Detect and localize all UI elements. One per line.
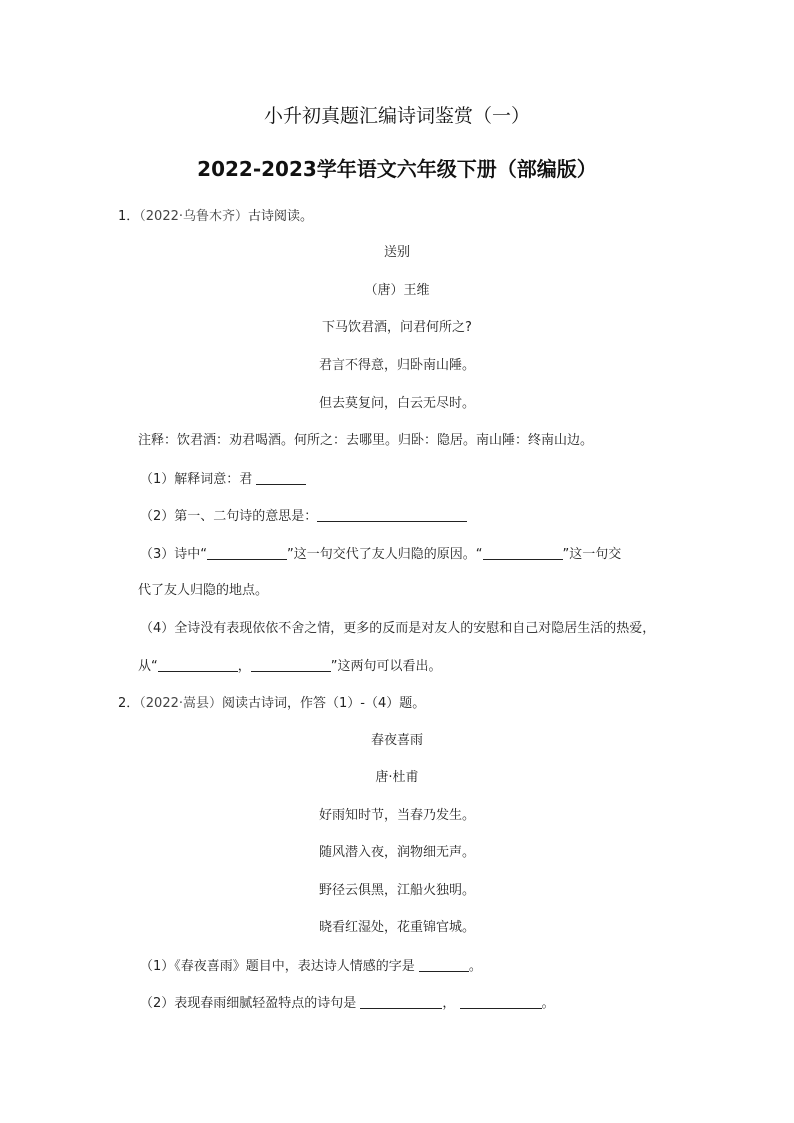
poem-line: 随风潜入夜，润物细无声。 [318, 845, 475, 860]
subquestion-text: 从“ [138, 659, 158, 674]
question-source: （2022·嵩县） [139, 696, 222, 711]
answer-blank[interactable] [158, 657, 238, 672]
q1-subquestion-2 [140, 507, 467, 526]
q2-subquestion-1 [140, 957, 482, 976]
question-2-heading [118, 695, 425, 713]
question-1-heading [118, 208, 313, 226]
poem-author: 唐·杜甫 [375, 770, 419, 785]
answer-blank[interactable] [317, 507, 467, 522]
document-subtitle: 2022-2023学年语文六年级下册（部编版） [197, 157, 597, 181]
poem-title: 送别 [383, 245, 410, 260]
poem-line: 但去莫复问，白云无尽时。 [318, 396, 475, 411]
question-prompt: 古诗阅读。 [248, 209, 314, 224]
answer-blank[interactable] [460, 994, 542, 1009]
answer-blank[interactable] [256, 470, 306, 485]
question-number: 1． [118, 209, 140, 224]
poem-annotation: 注释：饮君酒：劝君喝酒。何所之：去哪里。归卧：隐居。南山陲：终南山边。 [138, 433, 594, 448]
document-title: 小升初真题汇编诗词鉴赏（一） [263, 105, 530, 127]
subquestion-text: ”这一句交 [562, 547, 622, 562]
subquestion-text: ， [237, 659, 251, 674]
answer-blank[interactable] [207, 545, 287, 560]
question-prompt: 阅读古诗词，作答（1）-（4）题。 [222, 696, 426, 711]
answer-blank[interactable] [419, 957, 469, 972]
question-source: （2022·乌鲁木齐） [139, 209, 248, 224]
q1-subquestion-4-continued [138, 657, 442, 676]
answer-blank[interactable] [360, 994, 442, 1009]
q1-subquestion-3-continued: 代了友人归隐的地点。 [138, 583, 269, 598]
q2-subquestion-2 [140, 994, 555, 1013]
poem-line: 君言不得意，归卧南山陲。 [318, 358, 475, 373]
subquestion-text: （1）《春夜喜雨》题目中，表达诗人情感的字是 [140, 959, 415, 974]
q1-subquestion-4: （4）全诗没有表现依依不舍之情，更多的反而是对友人的安慰和自己对隐居生活的热爱， [140, 621, 656, 636]
subquestion-text: 。 [541, 996, 555, 1011]
subquestion-text: ”这两句可以看出。 [330, 659, 442, 674]
poem-line: 下马饮君酒，问君何所之? [322, 320, 472, 335]
answer-blank[interactable] [251, 657, 331, 672]
question-number: 2． [118, 696, 140, 711]
q1-subquestion-3 [140, 545, 621, 564]
subquestion-text: （2）表现春雨细腻轻盈特点的诗句是 [140, 996, 357, 1011]
poem-line: 野径云俱黑，江船火独明。 [318, 883, 475, 898]
subquestion-text: ”这一句交代了友人归隐的原因。“ [287, 547, 483, 562]
subquestion-text: 。 [468, 959, 482, 974]
subquestion-text: （3）诗中“ [140, 547, 208, 562]
poem-line: 晓看红湿处，花重锦官城。 [318, 920, 475, 935]
poem-title: 春夜喜雨 [370, 733, 423, 748]
poem-author: （唐）王维 [364, 283, 430, 298]
answer-blank[interactable] [483, 545, 563, 560]
subquestion-text: （1）解释词意：君 [140, 472, 253, 487]
subquestion-text: ， [442, 996, 456, 1011]
q1-subquestion-1 [140, 470, 306, 489]
subquestion-text: （2）第一、二句诗的意思是： [140, 509, 318, 524]
poem-line: 好雨知时节，当春乃发生。 [318, 808, 475, 823]
